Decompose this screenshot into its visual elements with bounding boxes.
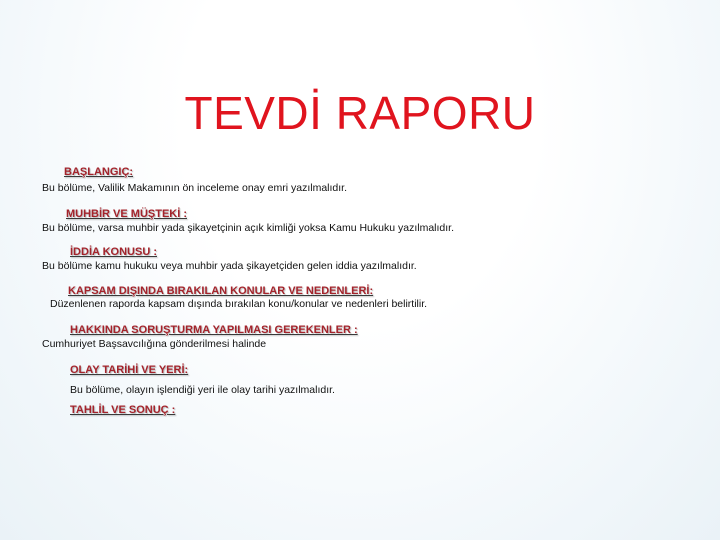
section-text-kapsam: Düzenlenen raporda kapsam dışında bırakılan konu/konular ve nedenleri belirtilir. [50,298,428,310]
section-text-olay: Bu bölüme, olayın işlendiği yeri ile olay tarihi yazılmalıdır. [70,384,335,396]
slide-title: TEVDİ RAPORU [184,87,536,139]
section-text-iddia: Bu bölüme kamu hukuku veya muhbir yada şikayetçiden gelen iddia yazılmalıdır. [42,260,417,272]
section-heading-tahlil: TAHLİL VE SONUÇ : [70,404,176,416]
section-heading-olay: OLAY TARİHİ VE YERİ: [70,364,189,376]
section-heading-baslangic: BAŞLANGIÇ: [64,166,134,178]
section-heading-kapsam: KAPSAM DIŞINDA BIRAKILAN KONULAR VE NEDENLERİ: [68,285,374,297]
section-heading-iddia: İDDİA KONUSU : [70,246,157,258]
section-text-sorusturma: Cumhuriyet Başsavcılığına gönderilmesi halinde [42,338,267,350]
section-text-muhbir: Bu bölüme, varsa muhbir yada şikayetçinin açık kimliği yoksa Kamu Hukuku yazılmalıdır. [42,222,455,234]
section-heading-muhbir: MUHBİR VE MÜŞTEKİ : [66,208,187,220]
section-text-baslangic: Bu bölüme, Valilik Makamının ön inceleme onay emri yazılmalıdır. [42,182,348,194]
section-heading-sorusturma: HAKKINDA SORUŞTURMA YAPILMASI GEREKENLER : [70,324,358,336]
